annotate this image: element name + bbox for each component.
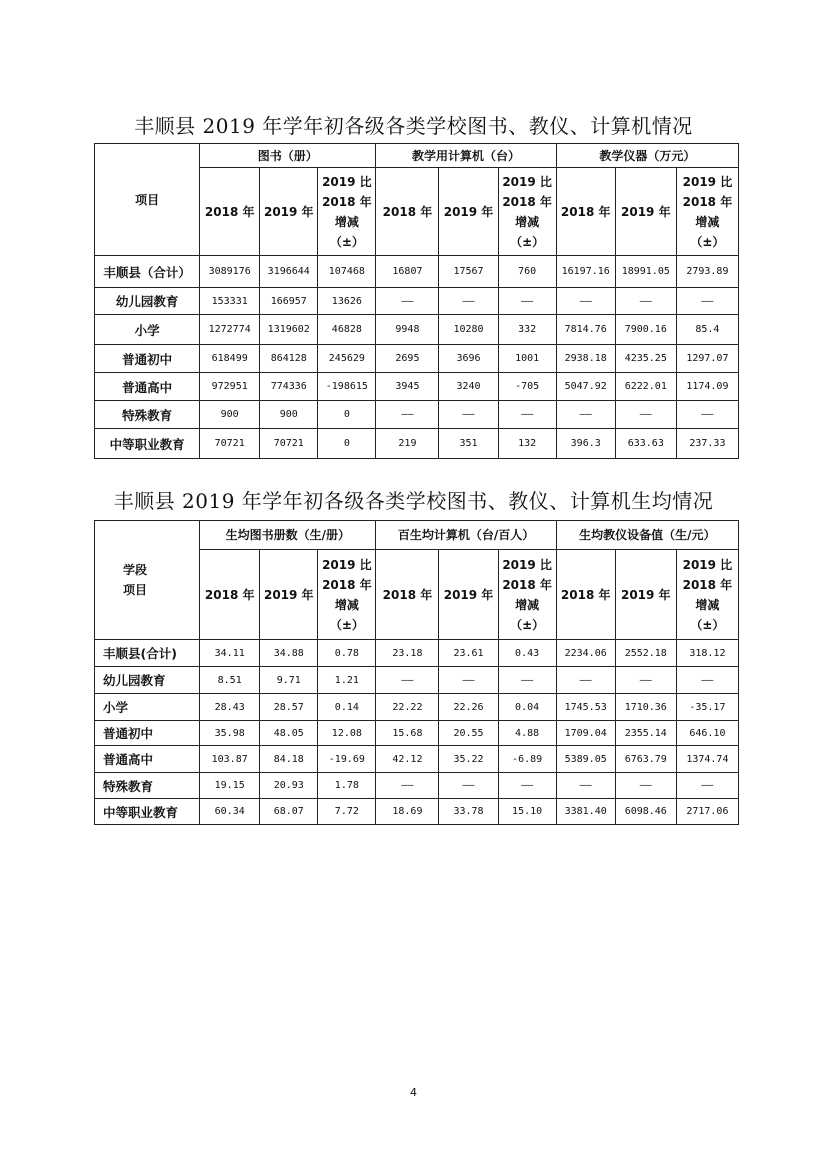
table-cell: 1.78 (318, 773, 376, 799)
table-cell: 900 (200, 401, 260, 429)
table-cell: —— (498, 667, 556, 694)
table-cell: 3240 (439, 373, 498, 401)
table-cell: 972951 (200, 373, 260, 401)
table-cell: 19.15 (200, 773, 260, 799)
table-cell: 7900.16 (615, 315, 676, 345)
table-cell: 4235.25 (615, 345, 676, 373)
row-label: 幼儿园教育 (95, 288, 200, 315)
table-row (95, 256, 739, 288)
sub-header: 2019 比 2018 年 增减 （±） (498, 550, 556, 640)
table-cell: 7814.76 (556, 315, 615, 345)
table-cell: -6.89 (498, 746, 556, 773)
table-cell: —— (676, 667, 738, 694)
table-cell: 3089176 (200, 256, 260, 288)
row-label: 中等职业教育 (95, 429, 200, 459)
table1-title: 丰顺县 2019 年学年初各级各类学校图书、教仪、计算机情况 (134, 114, 693, 138)
sub-header: 2019 比 2018 年 增减 （±） (676, 550, 738, 640)
table-cell: —— (615, 773, 676, 799)
table-cell: 3196644 (260, 256, 318, 288)
table-cell: 70721 (260, 429, 318, 459)
table-row (95, 288, 739, 315)
table-cell: 3945 (376, 373, 439, 401)
table-cell: 15.10 (498, 799, 556, 825)
table-cell: —— (498, 773, 556, 799)
table-cell: 9.71 (260, 667, 318, 694)
table-cell: 760 (498, 256, 556, 288)
table-cell: 1709.04 (556, 721, 615, 746)
table-cell: 2717.06 (676, 799, 738, 825)
table-cell: —— (439, 288, 498, 315)
sub-header: 2018 年 (556, 550, 615, 640)
table-cell: —— (498, 288, 556, 315)
table-cell: 0 (318, 401, 376, 429)
table-cell: —— (676, 773, 738, 799)
table-cell: 23.61 (439, 640, 498, 667)
sub-header: 2019 年 (260, 168, 318, 256)
table-cell: 1319602 (260, 315, 318, 345)
table-cell: 15.68 (376, 721, 439, 746)
table-cell: —— (556, 401, 615, 429)
sub-header: 2019 年 (439, 168, 498, 256)
table-cell: 13626 (318, 288, 376, 315)
row-label: 中等职业教育 (95, 799, 200, 825)
table-cell: —— (376, 773, 439, 799)
row-label: 特殊教育 (95, 773, 200, 799)
table-cell: 900 (260, 401, 318, 429)
table-cell: 23.18 (376, 640, 439, 667)
table-cell: 864128 (260, 345, 318, 373)
table-cell: 0.14 (318, 694, 376, 721)
table-cell: —— (556, 288, 615, 315)
row-label: 普通初中 (95, 721, 200, 746)
table-cell: 28.43 (200, 694, 260, 721)
table-cell: 20.55 (439, 721, 498, 746)
table-cell: 34.88 (260, 640, 318, 667)
table-cell: 3381.40 (556, 799, 615, 825)
group-header-0: 生均图书册数（生/册） (200, 521, 376, 550)
table-cell: 9948 (376, 315, 439, 345)
table-row (95, 401, 739, 429)
table-cell: 774336 (260, 373, 318, 401)
row-label: 小学 (95, 315, 200, 345)
sub-header: 2019 比 2018 年 增减 （±） (676, 168, 738, 256)
table-cell: —— (376, 288, 439, 315)
table-cell: 0.78 (318, 640, 376, 667)
table-cell: 28.57 (260, 694, 318, 721)
table2-title: 丰顺县 2019 年学年初各级各类学校图书、教仪、计算机生均情况 (113, 489, 714, 513)
table-cell: 2793.89 (676, 256, 738, 288)
table-cell: —— (376, 667, 439, 694)
table-cell: —— (615, 288, 676, 315)
sub-header: 2018 年 (200, 550, 260, 640)
table-row (95, 667, 739, 694)
sub-header: 2019 年 (615, 168, 676, 256)
table-cell: 318.12 (676, 640, 738, 667)
row-label: 普通高中 (95, 373, 200, 401)
table-cell: —— (439, 667, 498, 694)
table-cell: —— (556, 667, 615, 694)
table-cell: 42.12 (376, 746, 439, 773)
table-cell: 132 (498, 429, 556, 459)
table-cell: 396.3 (556, 429, 615, 459)
corner-header: 项目 (95, 144, 200, 256)
table-cell: 103.87 (200, 746, 260, 773)
table-row (95, 640, 739, 667)
sub-header: 2019 年 (260, 550, 318, 640)
table-cell: —— (615, 667, 676, 694)
table-cell: 17567 (439, 256, 498, 288)
row-label: 幼儿园教育 (95, 667, 200, 694)
table-cell: 1374.74 (676, 746, 738, 773)
table-cell: 2355.14 (615, 721, 676, 746)
table-row (95, 373, 739, 401)
table-cell: 2552.18 (615, 640, 676, 667)
table-cell: 5389.05 (556, 746, 615, 773)
table-cell: 3696 (439, 345, 498, 373)
table-cell: 33.78 (439, 799, 498, 825)
table-cell: 70721 (200, 429, 260, 459)
table-cell: 22.26 (439, 694, 498, 721)
table-cell: 1297.07 (676, 345, 738, 373)
table-cell: 2938.18 (556, 345, 615, 373)
table-cell: 6222.01 (615, 373, 676, 401)
table-cell: 85.4 (676, 315, 738, 345)
table-row (95, 773, 739, 799)
table-cell: 20.93 (260, 773, 318, 799)
table-cell: 1745.53 (556, 694, 615, 721)
table-cell: 35.98 (200, 721, 260, 746)
table-cell: 18991.05 (615, 256, 676, 288)
table-cell: —— (498, 401, 556, 429)
table-cell: -35.17 (676, 694, 738, 721)
row-label: 丰顺县(合计) (95, 640, 200, 667)
group-header-0: 图书（册） (200, 144, 376, 168)
table-cell: 34.11 (200, 640, 260, 667)
table-cell: —— (676, 288, 738, 315)
table-cell: 618499 (200, 345, 260, 373)
table-cell: 84.18 (260, 746, 318, 773)
table-cell: 6098.46 (615, 799, 676, 825)
table-cell: 1.21 (318, 667, 376, 694)
table-cell: 10280 (439, 315, 498, 345)
table-row (95, 694, 739, 721)
table-cell: 22.22 (376, 694, 439, 721)
group-header-1: 教学用计算机（台） (376, 144, 556, 168)
table-cell: 0.43 (498, 640, 556, 667)
table-cell: 153331 (200, 288, 260, 315)
books-equipment-computers-table (94, 143, 739, 459)
table-cell: 633.63 (615, 429, 676, 459)
table-cell: —— (439, 401, 498, 429)
sub-header: 2018 年 (556, 168, 615, 256)
table-cell: 16807 (376, 256, 439, 288)
table-cell: 1710.36 (615, 694, 676, 721)
table-cell: 35.22 (439, 746, 498, 773)
table-cell: 107468 (318, 256, 376, 288)
table-cell: 60.34 (200, 799, 260, 825)
table-cell: 332 (498, 315, 556, 345)
table-cell: 68.07 (260, 799, 318, 825)
table-cell: 7.72 (318, 799, 376, 825)
table-cell: 1272774 (200, 315, 260, 345)
table-cell: 166957 (260, 288, 318, 315)
table-cell: 351 (439, 429, 498, 459)
row-label: 普通初中 (95, 345, 200, 373)
sub-header: 2019 比 2018 年 增减 （±） (318, 168, 376, 256)
table-cell: —— (376, 401, 439, 429)
table-cell: 18.69 (376, 799, 439, 825)
sub-header: 2018 年 (376, 550, 439, 640)
sub-header: 2018 年 (376, 168, 439, 256)
table-row (95, 799, 739, 825)
page-number: 4 (410, 1086, 417, 1099)
table-row (95, 315, 739, 345)
table-cell: 0 (318, 429, 376, 459)
table-cell: 12.08 (318, 721, 376, 746)
sub-header: 2019 年 (439, 550, 498, 640)
table-cell: -19.69 (318, 746, 376, 773)
sub-header: 2019 年 (615, 550, 676, 640)
table-cell: —— (556, 773, 615, 799)
table-cell: 6763.79 (615, 746, 676, 773)
table-cell: 1001 (498, 345, 556, 373)
group-header-2: 生均教仪设备值（生/元） (556, 521, 738, 550)
corner-header: 学段 项目 (95, 521, 200, 640)
table-row (95, 345, 739, 373)
row-label: 特殊教育 (95, 401, 200, 429)
table-cell: 5047.92 (556, 373, 615, 401)
table-row (95, 429, 739, 459)
table-cell: —— (676, 401, 738, 429)
table-cell: —— (439, 773, 498, 799)
table-cell: 16197.16 (556, 256, 615, 288)
row-label: 丰顺县（合计） (95, 256, 200, 288)
table-cell: 219 (376, 429, 439, 459)
per-student-table (94, 520, 739, 825)
table-cell: 245629 (318, 345, 376, 373)
table-cell: 237.33 (676, 429, 738, 459)
table-cell: 48.05 (260, 721, 318, 746)
table-cell: 4.88 (498, 721, 556, 746)
table-row (95, 721, 739, 746)
table-cell: -198615 (318, 373, 376, 401)
table-cell: 2234.06 (556, 640, 615, 667)
group-header-1: 百生均计算机（台/百人） (376, 521, 556, 550)
table-cell: 2695 (376, 345, 439, 373)
row-label: 小学 (95, 694, 200, 721)
group-header-2: 教学仪器（万元） (556, 144, 738, 168)
table-cell: 0.04 (498, 694, 556, 721)
table-row (95, 746, 739, 773)
row-label: 普通高中 (95, 746, 200, 773)
table-cell: 646.10 (676, 721, 738, 746)
sub-header: 2019 比 2018 年 增减 （±） (318, 550, 376, 640)
sub-header: 2018 年 (200, 168, 260, 256)
sub-header: 2019 比 2018 年 增减 （±） (498, 168, 556, 256)
table-cell: -705 (498, 373, 556, 401)
table-cell: 46828 (318, 315, 376, 345)
table-cell: —— (615, 401, 676, 429)
table-cell: 1174.09 (676, 373, 738, 401)
table-cell: 8.51 (200, 667, 260, 694)
